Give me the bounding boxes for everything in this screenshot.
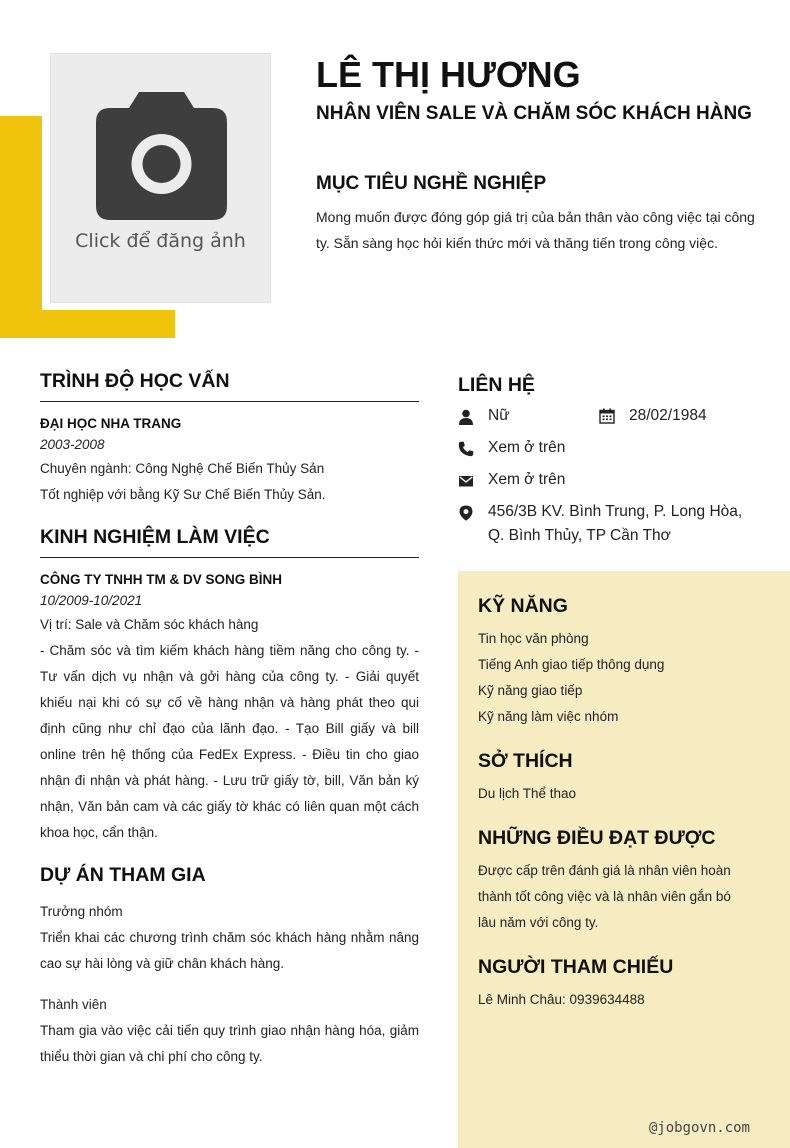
achievements-heading: NHỮNG ĐIỀU ĐẠT ĐƯỢC (478, 827, 716, 849)
calendar-icon (599, 408, 615, 424)
left-column (40, 370, 419, 1070)
projects-heading: DỰ ÁN THAM GIA (40, 864, 206, 886)
education-major: Chuyên ngành: Công Nghệ Chế Biến Thủy Sản (40, 461, 325, 476)
education-period: 2003-2008 (40, 437, 105, 452)
experience-heading: KINH NGHIỆM LÀM VIỆC (40, 526, 419, 558)
email-icon (458, 473, 474, 489)
project-description: Triển khai các chương trình chăm sóc khách hàng nhằm nâng cao sự hài lòng và giữ chân khách hàng. (40, 930, 419, 971)
contact-birthday: 28/02/1984 (629, 407, 707, 424)
contact-phone[interactable]: Xem ở trên (488, 439, 566, 456)
education-school: ĐẠI HỌC NHA TRANG (40, 416, 182, 431)
right-panel-content (478, 595, 760, 1013)
objective-text: Mong muốn được đóng góp giá trị của bản thân vào công việc tại công ty. Sẵn sàng học hỏi kiến thức mới và thăng tiến trong công việc. (316, 209, 755, 251)
accent-bar-vertical (0, 116, 42, 338)
watermark: @jobgovn.com (648, 1120, 750, 1136)
references-heading: NGƯỜI THAM CHIẾU (478, 956, 674, 978)
project-item (40, 899, 419, 977)
contact-address: 456/3B KV. Bình Trung, P. Long Hòa, Q. Bình Thủy, TP Cần Thơ (488, 503, 743, 544)
experience-position: Vị trí: Sale và Chăm sóc khách hàng (40, 617, 259, 632)
experience-description: - Chăm sóc và tìm kiếm khách hàng tiềm năng cho công ty. - Tư vấn dịch vụ nhận và gởi hàng của công ty. - Giải quyết khiếu nại khi có sự cố về hàng nhận và hàng phát theo qui định cũng như chỉ đạo của lãnh đạo. - Tạo Bill giấy và bill online trên hệ thống của FedEx Express. - Điều tin cho giao nhận đi nhận và phát hàng. - Lưu trữ giấy tờ, bill, Văn bản ký nhận, Văn bản cam và các giấy tờ khác có liên quan một cách khoa học, cẩn thận. (40, 643, 419, 840)
camera-icon (95, 90, 228, 224)
project-description: Tham gia vào việc cải tiến quy trình giao nhận hàng hóa, giảm thiểu thời gian và chi phí cho công ty. (40, 1023, 419, 1064)
skill-item: Kỹ năng giao tiếp (478, 683, 583, 698)
right-panel (458, 571, 790, 1148)
location-pin-icon (458, 505, 474, 521)
project-item (40, 992, 419, 1070)
skill-item: Tin học văn phòng (478, 631, 589, 646)
references-text: Lê Minh Châu: 0939634488 (478, 992, 645, 1007)
education-heading: TRÌNH ĐỘ HỌC VẤN (40, 370, 419, 402)
contact-gender: Nữ (488, 407, 510, 424)
contact-heading: LIÊN HỆ (458, 374, 535, 396)
photo-upload-label: Click để đăng ảnh (75, 230, 246, 252)
hobbies-heading: SỞ THÍCH (478, 750, 573, 772)
person-icon (458, 409, 474, 425)
project-role: Trưởng nhóm (40, 904, 123, 919)
accent-bar-horizontal (0, 310, 175, 338)
candidate-name: LÊ THỊ HƯƠNG (316, 54, 581, 95)
skill-item: Tiếng Anh giao tiếp thông dụng (478, 657, 665, 672)
contact-email[interactable]: Xem ở trên (488, 471, 566, 488)
job-title: NHÂN VIÊN SALE VÀ CHĂM SÓC KHÁCH HÀNG (316, 103, 752, 124)
phone-icon (458, 441, 474, 457)
skill-item: Kỹ năng làm việc nhóm (478, 709, 619, 724)
hobbies-text: Du lịch Thể thao (478, 786, 577, 801)
objective-heading: MỤC TIÊU NGHỀ NGHIỆP (316, 173, 547, 194)
achievements-text: Được cấp trên đánh giá là nhân viên hoàn thành tốt công việc và là nhân viên gắn bó lâu năm với công ty. (478, 863, 731, 930)
education-degree: Tốt nghiệp với bằng Kỹ Sư Chế Biến Thủy Sản. (40, 487, 326, 502)
project-role: Thành viên (40, 997, 107, 1012)
photo-upload[interactable] (50, 53, 271, 303)
experience-company: CÔNG TY TNHH TM & DV SONG BÌNH (40, 572, 283, 587)
experience-period: 10/2009-10/2021 (40, 593, 143, 608)
skills-heading: KỸ NĂNG (478, 595, 568, 617)
skills-list (478, 626, 760, 730)
